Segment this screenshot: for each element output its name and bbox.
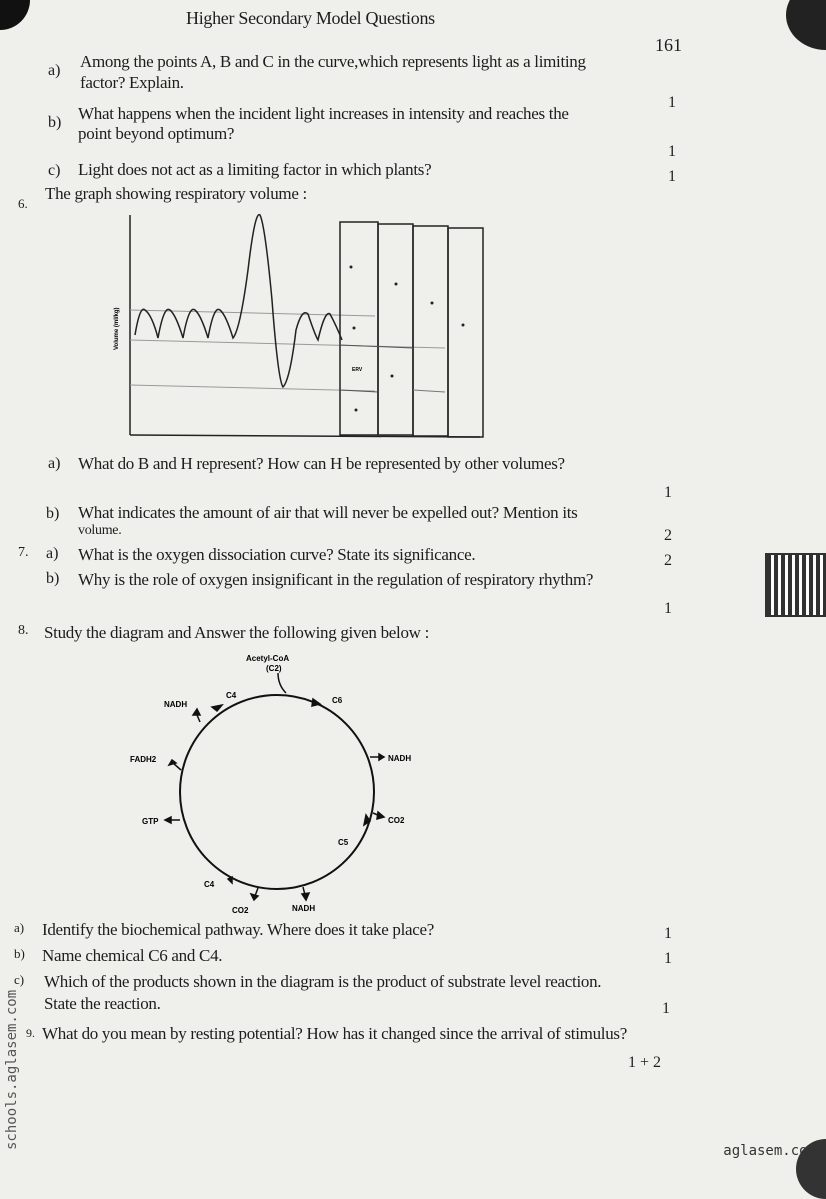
- question-text: Light does not act as a limiting factor in which plants?: [78, 160, 432, 179]
- item-label: c): [48, 162, 61, 179]
- compartment-marker: [395, 283, 398, 286]
- question-text: What is the oxygen dissociation curve? State its significance.: [78, 545, 476, 564]
- page-header-title: Higher Secondary Model Questions: [186, 8, 435, 28]
- capacity-column: [413, 226, 448, 436]
- label-nadh: NADH: [164, 700, 188, 709]
- acetyl-arrow: [278, 673, 286, 693]
- label-co2: CO2: [388, 816, 405, 825]
- question-text: Which of the products shown in the diagram is the product of substrate level reaction.: [44, 972, 602, 991]
- label-c6: C6: [332, 696, 343, 705]
- marks: 1: [664, 950, 672, 967]
- marks: 1 + 2: [628, 1054, 662, 1071]
- question-text: Among the points A, B and C in the curve,which represents light as a limiting: [80, 52, 586, 71]
- y-axis-label: Volume (ml/kg): [114, 307, 120, 350]
- item-label: b): [46, 570, 60, 587]
- question-text: volume.: [78, 523, 122, 538]
- capacity-column: [378, 224, 413, 435]
- question-title: Study the diagram and Answer the following given below :: [44, 623, 429, 642]
- compartment-marker: [353, 327, 356, 330]
- item-label: b): [46, 505, 60, 522]
- question-text: Name chemical C6 and C4.: [42, 946, 223, 965]
- question-text: What happens when the incident light increases in intensity and reaches the: [78, 104, 569, 123]
- item-label: a): [48, 62, 61, 79]
- question-text: factor? Explain.: [80, 73, 184, 92]
- label-c4: C4: [204, 880, 215, 889]
- photo-shadow: [786, 0, 826, 50]
- question-number: 9.: [26, 1026, 35, 1040]
- label-gtp: GTP: [142, 817, 159, 826]
- krebs-cycle-diagram: [120, 645, 430, 920]
- gridline: [130, 340, 445, 348]
- label-fadh2: FADH2: [130, 755, 157, 764]
- compartment-marker: [355, 409, 358, 412]
- question-text: What indicates the amount of air that will never be expelled out? Mention its: [78, 503, 578, 522]
- label-c4: C4: [226, 691, 237, 700]
- capacity-column: [448, 228, 483, 437]
- marks: 1: [668, 94, 676, 111]
- compartment-marker: [431, 302, 434, 305]
- page-number: 161: [655, 35, 682, 55]
- label-c2: (C2): [266, 664, 282, 673]
- item-label: a): [46, 545, 59, 562]
- label-c5: C5: [338, 838, 349, 847]
- question-number: 6.: [18, 196, 28, 211]
- cycle-circle: [180, 695, 374, 889]
- qr-code: [765, 553, 826, 617]
- item-label: a): [48, 455, 61, 472]
- question-text: point beyond optimum?: [78, 124, 235, 143]
- question-number: 8.: [18, 623, 29, 638]
- marks: 1: [664, 925, 672, 942]
- marks: 1: [662, 1000, 670, 1017]
- marks: 1: [668, 143, 676, 160]
- question-text: What do you mean by resting potential? How has it changed since the arrival of stimulus?: [42, 1024, 627, 1043]
- item-label: a): [14, 920, 25, 935]
- label-nadh: NADH: [388, 754, 412, 763]
- item-label: b): [14, 946, 25, 961]
- item-label: c): [14, 972, 25, 987]
- erv-label: ERV: [352, 367, 363, 373]
- compartment-marker: [350, 266, 353, 269]
- question-text: State the reaction.: [44, 994, 161, 1013]
- marks: 1: [668, 168, 676, 185]
- footer-site: aglasem.com: [723, 1143, 816, 1159]
- respiratory-volume-graph: [100, 210, 490, 442]
- volume-trace: [135, 215, 342, 387]
- question-number: 7.: [18, 545, 29, 560]
- item-label: b): [48, 114, 62, 131]
- label-acetyl-coa: Acetyl-CoA: [246, 654, 290, 663]
- gridline: [130, 385, 375, 391]
- compartment-marker: [462, 324, 465, 327]
- marks: 1: [664, 600, 672, 617]
- marks: 2: [664, 527, 672, 544]
- marks: 2: [664, 552, 672, 569]
- compartment-marker: [391, 375, 394, 378]
- question-text: Identify the biochemical pathway. Where does it take place?: [42, 920, 435, 939]
- watermark: schools.aglasem.com: [4, 989, 20, 1150]
- question-text: Why is the role of oxygen insignificant in the regulation of respiratory rhythm?: [78, 570, 594, 589]
- label-nadh: NADH: [292, 904, 316, 913]
- label-co2: CO2: [232, 906, 249, 915]
- question-title: The graph showing respiratory volume :: [45, 184, 307, 203]
- capacity-column: [340, 222, 378, 435]
- photo-shadow: [0, 0, 30, 30]
- question-text: What do B and H represent? How can H be represented by other volumes?: [78, 454, 565, 473]
- marks: 1: [664, 484, 672, 501]
